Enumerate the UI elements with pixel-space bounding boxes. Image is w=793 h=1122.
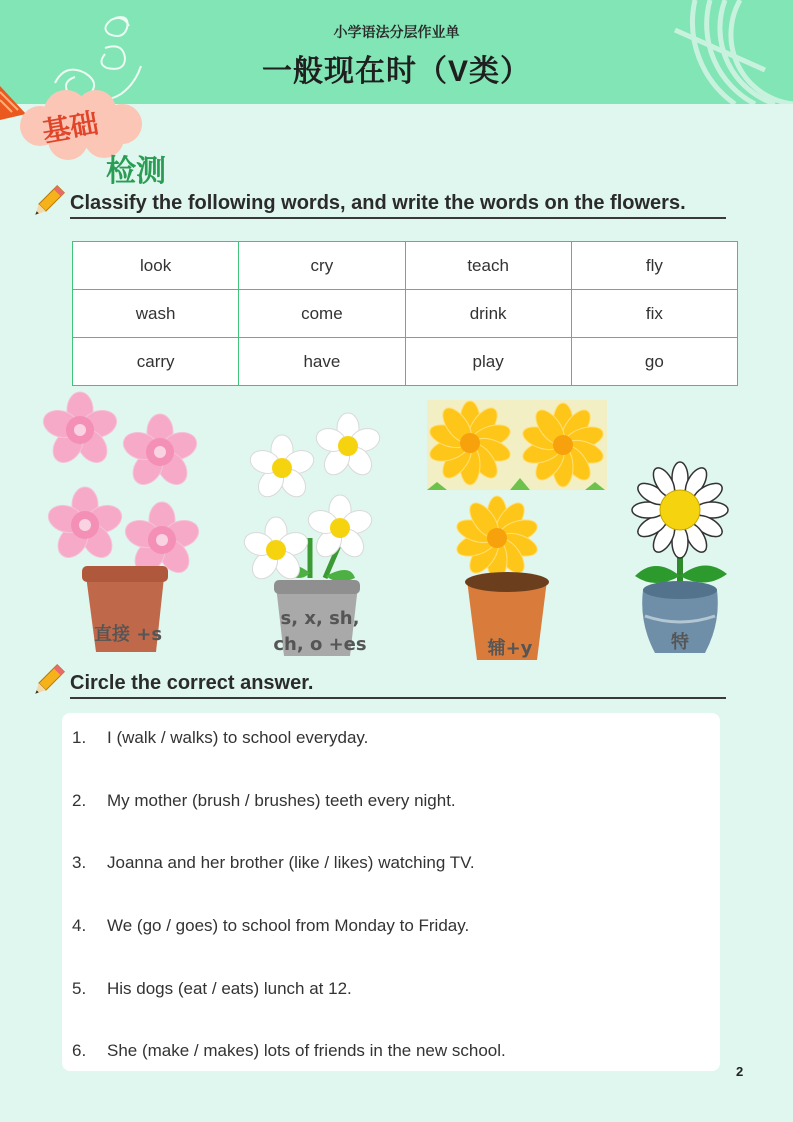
sentence-number: 2. [72,791,87,810]
badge-label-basic: 基础 [39,106,101,149]
sentence-text: His dogs (eat / eats) lunch at 12. [107,979,352,998]
yellow-flowers-pot-icon [425,398,610,663]
sentence-number: 6. [72,1041,87,1060]
plant-label-add-s: 直接 +s [93,624,163,645]
table-row [73,338,738,386]
worksheet-subtitle: 小学语法分层作业单 [333,24,460,40]
sentence-number: 5. [72,979,87,998]
sentence-text: I (walk / walks) to school everyday. [107,728,369,747]
sentences-panel [62,713,720,1071]
table-row [73,290,738,338]
plant-label-add-es-line1: s, x, sh, [280,608,360,629]
pencil-icon [28,661,68,701]
sentence-text: Joanna and her brother (like / likes) watching TV. [107,853,475,872]
section-title-classify: Classify the following words, and write the words on the flowers. [70,192,686,214]
list-item [72,1041,506,1061]
plant-label-consonant-y: 辅+y [487,638,533,659]
word-cell: teach [405,242,571,290]
word-cell: carry [73,338,239,386]
table-row [73,242,738,290]
word-cell: play [405,338,571,386]
section-divider [70,217,726,219]
word-cell: drink [405,290,571,338]
sentence-number: 3. [72,853,87,872]
word-cell: fix [571,290,737,338]
sentence-text: My mother (brush / brushes) teeth every night. [107,791,456,810]
list-item [72,979,352,999]
plant-label-add-es-line2: ch, o +es [273,634,367,655]
plant-label-special: 特 [671,632,689,653]
word-cell: go [571,338,737,386]
page-number: 2 [736,1064,744,1079]
list-item [72,728,368,748]
page-title: 一般现在时（V类） [261,55,531,88]
list-item [72,791,456,811]
section-title-circle: Circle the correct answer. [70,672,314,694]
word-cell: look [73,242,239,290]
sentence-text: We (go / goes) to school from Monday to Friday. [107,916,470,935]
word-cell: come [239,290,405,338]
section-divider [70,697,726,699]
word-cell: fly [571,242,737,290]
word-cell: wash [73,290,239,338]
badge-label-test: 检测 [106,154,166,189]
word-cell: have [239,338,405,386]
sentence-number: 1. [72,728,87,747]
word-cell: cry [239,242,405,290]
sentence-text: She (make / makes) lots of friends in the new school. [107,1041,506,1060]
list-item [72,916,469,936]
word-table [72,241,738,386]
pencil-icon [28,182,68,222]
sentence-number: 4. [72,916,87,935]
list-item [72,853,475,873]
